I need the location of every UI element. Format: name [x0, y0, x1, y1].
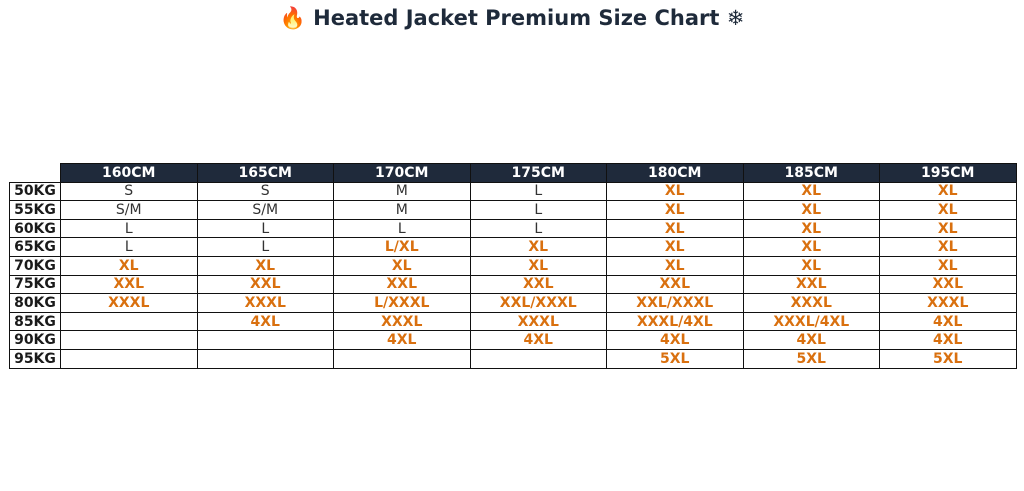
table-cell: XL	[470, 238, 607, 257]
table-cell: XXL/XXXL	[470, 294, 607, 313]
table-cell: XL	[607, 201, 744, 220]
table-corner	[10, 164, 61, 183]
table-cell: S/M	[197, 201, 334, 220]
table-cell: XL	[607, 256, 744, 275]
row-header: 60KG	[10, 219, 61, 238]
table-cell	[470, 349, 607, 368]
table-cell: XL	[470, 256, 607, 275]
table-cell: XL	[880, 219, 1017, 238]
table-cell: XL	[880, 182, 1017, 201]
table-cell: XL	[880, 201, 1017, 220]
table-cell: 4XL	[197, 312, 334, 331]
table-cell: L	[470, 219, 607, 238]
table-cell: XXXL	[743, 294, 880, 313]
table-row	[10, 182, 1017, 201]
table-cell: XXL	[197, 275, 334, 294]
table-cell: XXL	[470, 275, 607, 294]
row-header: 65KG	[10, 238, 61, 257]
table-row	[10, 275, 1017, 294]
table-cell: 4XL	[470, 331, 607, 350]
row-header: 95KG	[10, 349, 61, 368]
table-cell: M	[334, 182, 471, 201]
table-cell: XL	[880, 238, 1017, 257]
table-cell: XXXL	[61, 294, 198, 313]
table-cell	[61, 331, 198, 350]
table-cell: XXXL	[880, 294, 1017, 313]
column-header: 185CM	[743, 164, 880, 183]
table-cell: 4XL	[880, 312, 1017, 331]
table-cell: XXL	[743, 275, 880, 294]
table-cell: M	[334, 201, 471, 220]
table-cell: XXXL	[470, 312, 607, 331]
table-row	[10, 312, 1017, 331]
size-chart-table	[9, 163, 1017, 369]
table-cell	[197, 349, 334, 368]
column-header: 170CM	[334, 164, 471, 183]
column-header: 165CM	[197, 164, 334, 183]
table-row	[10, 294, 1017, 313]
table-cell	[197, 331, 334, 350]
table-cell: XL	[607, 219, 744, 238]
table-cell: L	[197, 219, 334, 238]
table-cell: XXL	[880, 275, 1017, 294]
chart-title: 🔥 Heated Jacket Premium Size Chart ❄	[279, 6, 745, 30]
table-cell: L/XXXL	[334, 294, 471, 313]
table-row	[10, 349, 1017, 368]
table-cell: XL	[334, 256, 471, 275]
table-cell: L	[61, 238, 198, 257]
row-header: 75KG	[10, 275, 61, 294]
column-header: 160CM	[61, 164, 198, 183]
table-cell: XXXL	[197, 294, 334, 313]
row-header: 55KG	[10, 201, 61, 220]
table-cell: XXL	[61, 275, 198, 294]
table-cell: XL	[743, 182, 880, 201]
row-header: 80KG	[10, 294, 61, 313]
table-cell: XL	[607, 182, 744, 201]
table-row	[10, 201, 1017, 220]
table-cell: L	[61, 219, 198, 238]
table-cell: L	[470, 182, 607, 201]
table-cell: 4XL	[334, 331, 471, 350]
table-cell: L	[334, 219, 471, 238]
table-cell: S	[197, 182, 334, 201]
table-cell: XL	[197, 256, 334, 275]
table-cell	[61, 349, 198, 368]
table-row	[10, 238, 1017, 257]
table-cell	[334, 349, 471, 368]
table-row	[10, 256, 1017, 275]
table-cell: 5XL	[607, 349, 744, 368]
table-cell: S	[61, 182, 198, 201]
table-cell: 4XL	[880, 331, 1017, 350]
table-cell: XXXL/4XL	[743, 312, 880, 331]
table-body	[10, 182, 1017, 368]
table-cell: XXXL/4XL	[607, 312, 744, 331]
table-cell: 4XL	[607, 331, 744, 350]
table-cell: XXL	[334, 275, 471, 294]
header-row	[10, 164, 1017, 183]
table-cell: 5XL	[880, 349, 1017, 368]
table-cell: L	[470, 201, 607, 220]
table-cell: XXL	[607, 275, 744, 294]
table-cell: S/M	[61, 201, 198, 220]
row-header: 85KG	[10, 312, 61, 331]
table-cell: L/XL	[334, 238, 471, 257]
table-cell: L	[197, 238, 334, 257]
table-cell: XL	[743, 238, 880, 257]
column-header: 175CM	[470, 164, 607, 183]
table-cell: 4XL	[743, 331, 880, 350]
table-row	[10, 219, 1017, 238]
column-header: 180CM	[607, 164, 744, 183]
table-cell: XXXL	[334, 312, 471, 331]
table-cell: XL	[743, 219, 880, 238]
table-row	[10, 331, 1017, 350]
table-cell: XL	[880, 256, 1017, 275]
table-cell: XXL/XXXL	[607, 294, 744, 313]
row-header: 90KG	[10, 331, 61, 350]
row-header: 50KG	[10, 182, 61, 201]
table-cell: XL	[743, 201, 880, 220]
table-cell	[61, 312, 198, 331]
table-cell: 5XL	[743, 349, 880, 368]
table-cell: XL	[743, 256, 880, 275]
row-header: 70KG	[10, 256, 61, 275]
table-cell: XL	[61, 256, 198, 275]
column-header: 195CM	[880, 164, 1017, 183]
table-cell: XL	[607, 238, 744, 257]
